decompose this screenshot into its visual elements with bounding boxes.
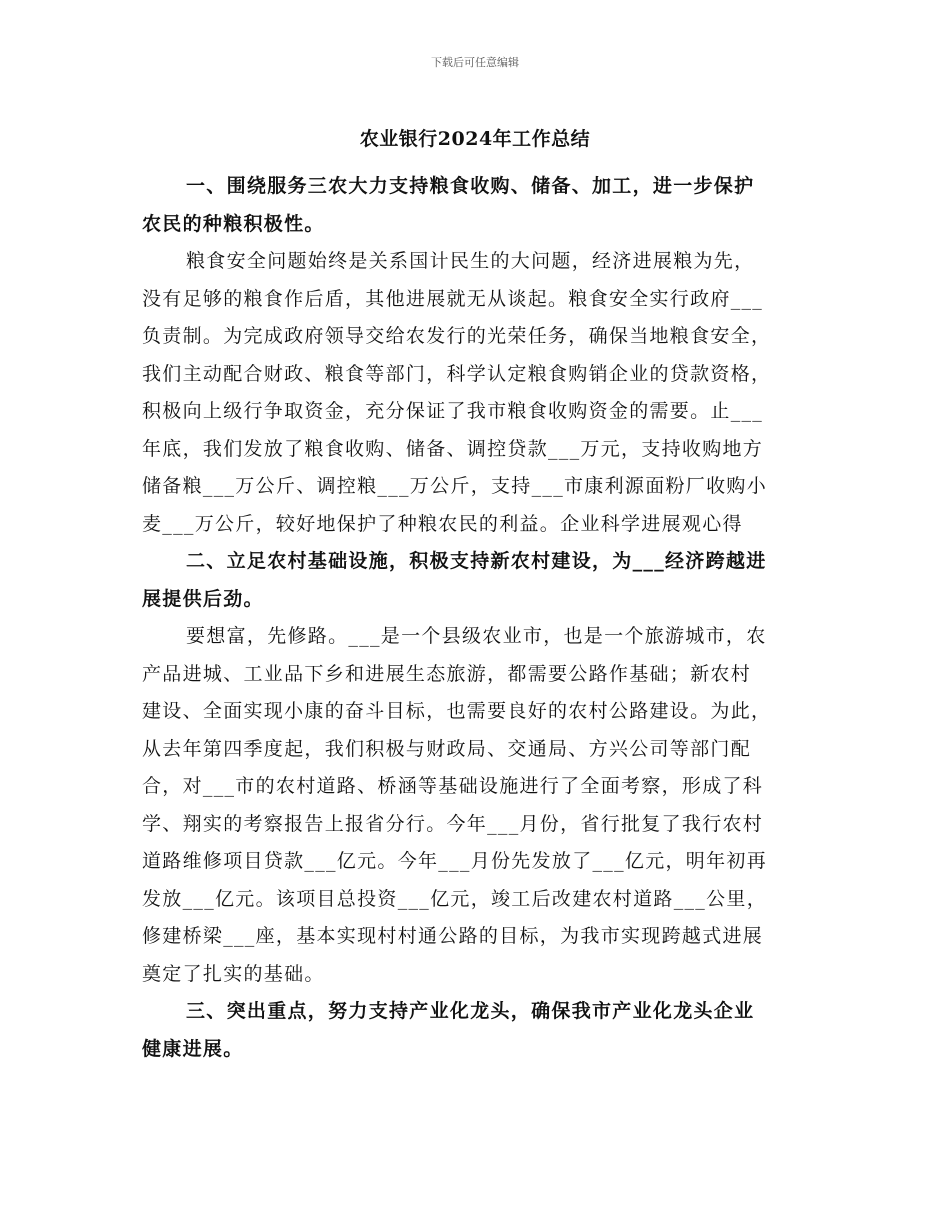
paragraph-line: 道路维修项目贷款___亿元。今年___月份先发放了___亿元，明年初再 bbox=[142, 850, 768, 872]
paragraph-line: 建设、全面实现小康的奋斗目标，也需要良好的农村公路建设。为此， bbox=[142, 700, 772, 722]
paragraph-line: 积极向上级行争取资金，充分保证了我市粮食收购资金的需要。止___ bbox=[142, 400, 764, 422]
paragraph-line: 负责制。为完成政府领导交给农发行的光荣任务，确保当地粮食安全， bbox=[142, 325, 772, 347]
section-heading-line: 一、围绕服务三农大力支持粮食收购、储备、加工，进一步保护 bbox=[186, 175, 755, 197]
section-heading-line: 二、立足农村基础设施，积极支持新农村建设，为___经济跨越进 bbox=[186, 550, 767, 572]
paragraph-line: 年底，我们发放了粮食收购、储备、调控贷款___万元，支持收购地方 bbox=[142, 437, 764, 460]
paragraph-line: 学、翔实的考察报告上报省分行。今年___月份，省行批复了我行农村 bbox=[142, 812, 764, 835]
paragraph-line: 我们主动配合财政、粮食等部门，科学认定粮食购销企业的贷款资格， bbox=[142, 362, 772, 385]
page-title: 农业银行2024年工作总结 bbox=[359, 128, 591, 150]
header-note: 下载后可任意编辑 bbox=[431, 56, 519, 69]
paragraph-line: 粮食安全问题始终是关系国计民生的大问题，经济进展粮为先， bbox=[186, 250, 755, 272]
paragraph-line: 麦___万公斤，较好地保护了种粮农民的利益。企业科学进展观心得 bbox=[142, 512, 743, 535]
paragraph-line: 储备粮___万公斤、调控粮___万公斤，支持___市康利源面粉厂收购小 bbox=[142, 475, 768, 497]
paragraph-line: 没有足够的粮食作后盾，其他进展就无从谈起。粮食安全实行政府___ bbox=[142, 287, 764, 310]
paragraph-line: 从去年第四季度起，我们积极与财政局、交通局、方兴公司等部门配 bbox=[142, 737, 752, 760]
paragraph-line: 奠定了扎实的基础。 bbox=[142, 962, 325, 985]
paragraph-line: 修建桥梁___座，基本实现村村通公路的目标，为我市实现跨越式进展 bbox=[142, 925, 764, 947]
paragraph-line: 产品进城、工业品下乡和进展生态旅游，都需要公路作基础；新农村 bbox=[142, 662, 752, 685]
paragraph-line: 发放___亿元。该项目总投资___亿元，竣工后改建农村道路___公里， bbox=[142, 887, 768, 910]
paragraph-line: 合，对___市的农村道路、桥涵等基础设施进行了全面考察，形成了科 bbox=[142, 775, 764, 797]
section-heading-line: 展提供后劲。 bbox=[142, 587, 264, 610]
section-heading-line: 三、突出重点，努力支持产业化龙头，确保我市产业化龙头企业 bbox=[186, 1000, 755, 1022]
paragraph-line: 要想富，先修路。___是一个县级农业市，也是一个旅游城市，农 bbox=[186, 625, 767, 647]
section-heading-line: 农民的种粮积极性。 bbox=[142, 212, 325, 235]
document-body bbox=[142, 168, 842, 1068]
section-heading-line: 健康进展。 bbox=[142, 1037, 244, 1060]
